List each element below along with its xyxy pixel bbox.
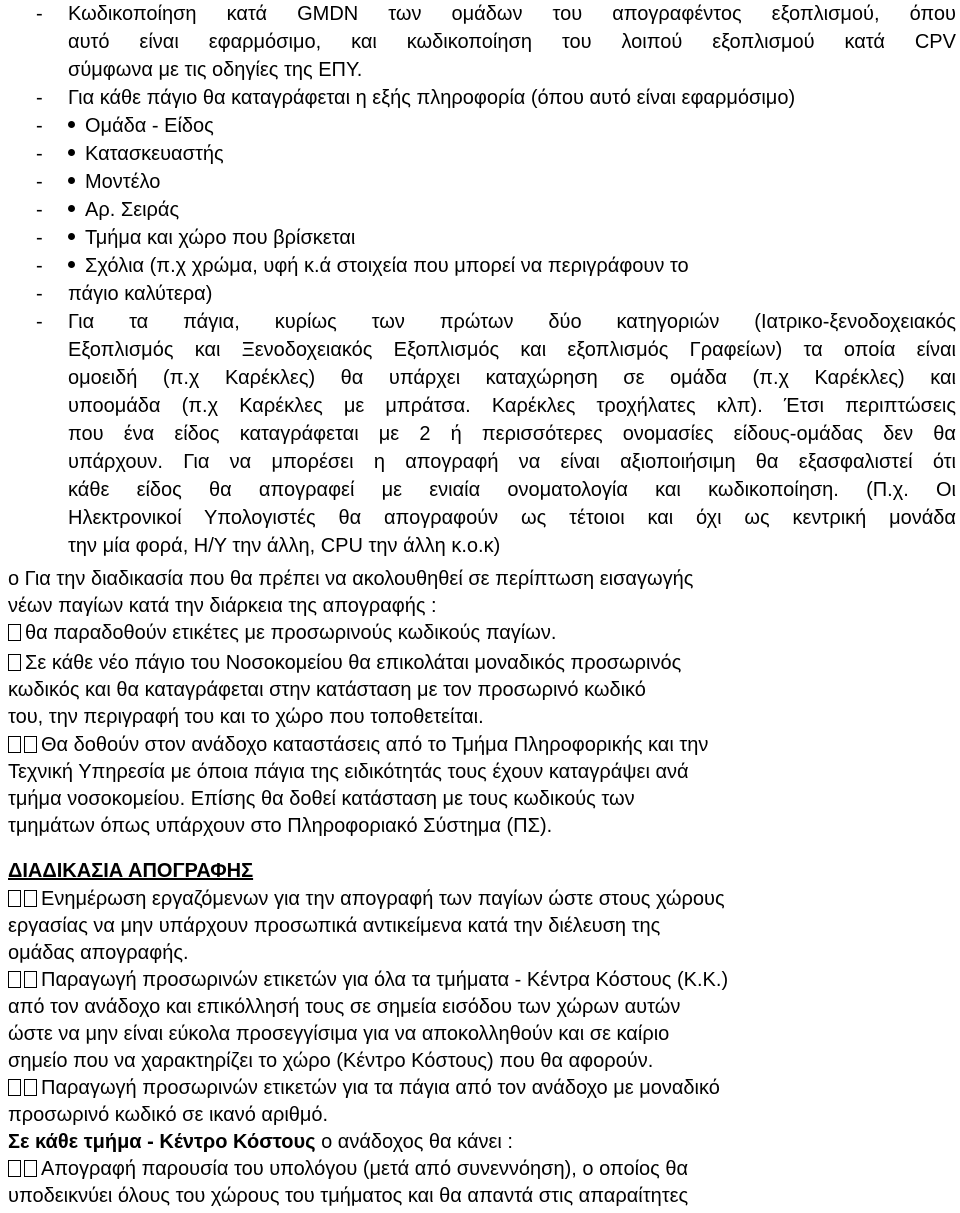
paragraph-line: εργασίας να μην υπάρχουν προσωπικά αντικείμενα κατά την διέλευση της	[8, 915, 661, 937]
checkbox-glyph-icon	[8, 1079, 21, 1096]
list-dash: -	[36, 227, 43, 249]
paragraph-line: Ηλεκτρονικοί Υπολογιστές θα απογραφούν ως τέτοιοι και όχι ως κεντρική μονάδα	[68, 507, 956, 529]
paragraph-line: ομάδας απογραφής.	[8, 942, 189, 964]
paragraph-line: του, την περιγραφή του και το χώρο που τοποθετείται.	[8, 706, 484, 728]
list-dash: -	[36, 283, 43, 305]
paragraph-line: Για τα πάγια, κυρίως των πρώτων δύο κατηγοριών (Ιατρικο-ξενοδοχειακός	[68, 311, 956, 333]
checkbox-glyph-icon	[8, 890, 21, 907]
paragraph-line: κάθε είδος θα απογραφεί με ενιαία ονοματολογία και κωδικοποίηση. (Π.χ. Οι	[68, 479, 956, 501]
bullet-dot-icon	[68, 121, 75, 128]
list-dash: -	[36, 311, 43, 333]
checkbox-glyph-icon	[24, 971, 37, 988]
list-item: Παραγωγή προσωρινών ετικετών για όλα τα τμήματα - Κέντρα Κόστους (Κ.Κ.)	[8, 967, 728, 994]
dept-intro	[8, 1129, 513, 1156]
checkbox-glyph-icon	[24, 890, 37, 907]
paragraph-line: Εξοπλισμός και Ξενοδοχειακός Εξοπλισμός και εξοπλισμός Γραφείων) τα οποία είναι	[68, 339, 956, 361]
checkbox-glyph-icon	[24, 736, 37, 753]
list-item: Ενημέρωση εργαζόμενων για την απογραφή των παγίων ώστε στους χώρους	[8, 886, 725, 913]
paragraph-line: ομοειδή (π.χ Καρέκλες) θα υπάρχει καταχώρηση σε ομάδα (π.χ Καρέκλες) και	[68, 367, 956, 389]
checkbox-glyph-icon	[8, 736, 21, 753]
paragraph-line: την μία φορά, Η/Υ την άλλη, CPU την άλλη κ.ο.κ)	[68, 535, 501, 557]
bullet-item: Μοντέλο	[68, 168, 160, 196]
paragraph-line: κωδικός και θα καταγράφεται στην κατάσταση με τον προσωρινό κωδικό	[8, 679, 646, 701]
bullet-continuation: πάγιο καλύτερα)	[68, 283, 213, 305]
bullet-item: Αρ. Σειράς	[68, 196, 179, 224]
list-item: Σε κάθε νέο πάγιο του Νοσοκομείου θα επικολάται μοναδικός προσωρινός	[8, 650, 681, 677]
list-dash: -	[36, 143, 43, 165]
checkbox-glyph-icon	[8, 1160, 21, 1177]
paragraph-line: o Για την διαδικασία που θα πρέπει να ακολουθηθεί σε περίπτωση εισαγωγής	[8, 568, 694, 590]
list-dash: -	[36, 87, 43, 109]
bullet-dot-icon	[68, 149, 75, 156]
bullet-dot-icon	[68, 233, 75, 240]
paragraph-line: υποομάδα (π.χ Καρέκλες με μπράτσα. Καρέκλες τροχήλατες κλπ). Έτσι περιπτώσεις	[68, 395, 956, 417]
bullet-dot-icon	[68, 205, 75, 212]
paragraph-line: τμημάτων όπως υπάρχουν στο Πληροφοριακό Σύστημα (ΠΣ).	[8, 815, 553, 837]
list-dash: -	[36, 171, 43, 193]
checkbox-glyph-icon	[8, 971, 21, 988]
paragraph-line: από τον ανάδοχο και επικόλλησή τους σε σημεία εισόδου των χώρων αυτών	[8, 996, 681, 1018]
paragraph-line: νέων παγίων κατά την διάρκεια της απογραφής :	[8, 595, 437, 617]
paragraph-line: αυτό είναι εφαρμόσιμο, και κωδικοποίηση του λοιπού εξοπλισμού κατά CPV	[68, 31, 956, 53]
list-dash: -	[36, 255, 43, 277]
list-dash: -	[36, 199, 43, 221]
list-item: θα παραδοθούν ετικέτες με προσωρινούς κωδικούς παγίων.	[8, 620, 556, 647]
paragraph-line: Κωδικοποίηση κατά GMDN των ομάδων του απογραφέντος εξοπλισμού, όπου	[68, 3, 956, 25]
bullet-item: Τμήμα και χώρο που βρίσκεται	[68, 224, 355, 252]
paragraph-line: που ένα είδος καταγράφεται με 2 ή περισσότερες ονομασίες είδους-ομάδας δεν θα	[68, 423, 956, 445]
paragraph-line: προσωρινό κωδικό σε ικανό αριθμό.	[8, 1104, 329, 1126]
paragraph-line: ώστε να μην είναι εύκολα προσεγγίσιμα για να αποκολληθούν και σε καίριο	[8, 1023, 670, 1045]
dept-rest-label: ο ανάδοχος θα κάνει :	[315, 1131, 513, 1153]
paragraph-line: Τεχνική Υπηρεσία με όποια πάγια της ειδικότητάς τους έχουν καταγράψει ανά	[8, 761, 689, 783]
bullet-dot-icon	[68, 261, 75, 268]
paragraph-line: υπάρχουν. Για να μπορέσει η απογραφή να είναι αξιοποιήσιμη θα εξασφαλιστεί ότι	[68, 451, 956, 473]
list-dash: -	[36, 115, 43, 137]
checkbox-glyph-icon	[24, 1079, 37, 1096]
paragraph-line: υποδεικνύει όλους του χώρους του τμήματος και θα απαντά στις απαραίτητες	[8, 1185, 689, 1207]
paragraph-line: Για κάθε πάγιο θα καταγράφεται η εξής πληροφορία (όπου αυτό είναι εφαρμόσιμο)	[68, 87, 796, 109]
checkbox-glyph-icon	[8, 654, 21, 671]
paragraph-line: τμήμα νοσοκομείου. Επίσης θα δοθεί κατάσταση με τους κωδικούς των	[8, 788, 635, 810]
bullet-item: Ομάδα - Είδος	[68, 112, 214, 140]
paragraph-line: σύμφωνα με τις οδηγίες της ΕΠΥ.	[68, 59, 363, 81]
dept-bold-label: Σε κάθε τμήμα - Κέντρο Κόστους	[8, 1131, 316, 1153]
section-heading: ΔΙΑΔΙΚΑΣΙΑ ΑΠΟΓΡΑΦΗΣ	[8, 860, 254, 882]
checkbox-glyph-icon	[8, 624, 21, 641]
list-item: Παραγωγή προσωρινών ετικετών για τα πάγια από τον ανάδοχο με μοναδικό	[8, 1075, 720, 1102]
list-item: Θα δοθούν στον ανάδοχο καταστάσεις από το Τμήμα Πληροφορικής και την	[8, 732, 708, 759]
list-dash: -	[36, 3, 43, 25]
checkbox-glyph-icon	[24, 1160, 37, 1177]
bullet-item: Κατασκευαστής	[68, 140, 224, 168]
bullet-item: Σχόλια (π.χ χρώμα, υφή κ.ά στοιχεία που μπορεί να περιγράφουν το	[68, 252, 689, 280]
paragraph-line: σημείο που να χαρακτηρίζει το χώρο (Κέντρο Κόστους) που θα αφορούν.	[8, 1050, 654, 1072]
bullet-dot-icon	[68, 177, 75, 184]
list-item: Απογραφή παρουσία του υπολόγου (μετά από συνεννόηση), ο οποίος θα	[8, 1156, 688, 1183]
